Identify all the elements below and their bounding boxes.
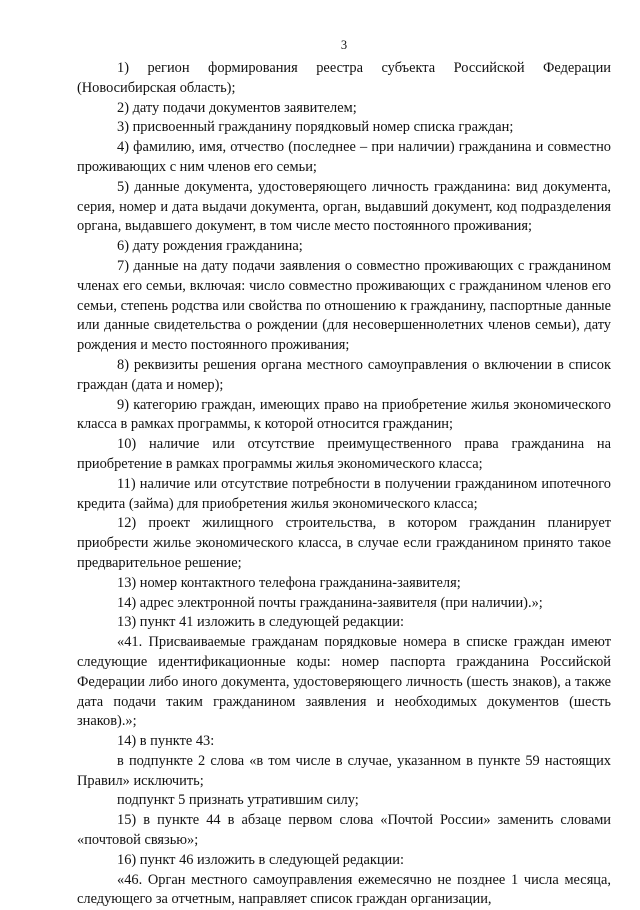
paragraph: 3) присвоенный гражданину порядковый номер списка граждан; — [117, 119, 514, 136]
paragraph: подпункт 5 признать утратившим силу; — [117, 792, 359, 809]
paragraph: 2) дату подачи документов заявителем; — [117, 99, 357, 116]
paragraph: 12) проект жилищного строительства, в котором гражданин планирует приобрести жилье экономического класса, в случае если гражданином принято такое предварительное решение; — [77, 515, 611, 571]
paragraph: 14) адрес электронной почты гражданина-заявителя (при наличии).»; — [117, 594, 543, 611]
paragraph: «41. Присваиваемые гражданам порядковые номера в списке граждан имеют следующие идентификационные коды: номер паспорта гражданина Российской Федерации либо иного документа, удостоверяющего личность (шесть знаков), а также дата подачи таким гражданином заявления и необходимых документов (шесть знаков).»; — [77, 634, 611, 730]
paragraph: 11) наличие или отсутствие потребности в получении гражданином ипотечного кредита (займа) для приобретения жилья экономического класса; — [77, 475, 611, 512]
paragraph: 6) дату рождения гражданина; — [117, 238, 303, 255]
paragraph: в подпункте 2 слова «в том числе в случае, указанном в пункте 59 настоящих Правил» исключить; — [77, 752, 611, 789]
paragraph: 4) фамилию, имя, отчество (последнее – при наличии) гражданина и совместно проживающих с ним членов его семьи; — [77, 139, 611, 175]
paragraph: 7) данные на дату подачи заявления о совместно проживающих с гражданином членах его семьи, включая: число совместно проживающих с гражданином членов его семьи, степень родства или свойства по отношению к гражданину, паспортные данные или данные свидетельства о рождении (для несовершеннолетних членов семьи), дату рождения и место постоянного проживания; — [77, 257, 611, 354]
paragraph: 9) категорию граждан, имеющих право на приобретение жилья экономического класса в рамках программы, к которой относится гражданин; — [77, 396, 611, 433]
paragraph: «46. Орган местного самоуправления ежемесячно не позднее 1 числа месяца, следующего за отчетным, направляет список граждан организации, — [77, 871, 611, 908]
paragraph: 13) номер контактного телефона гражданина-заявителя; — [117, 574, 461, 591]
document-body — [77, 59, 611, 910]
paragraph: 16) пункт 46 изложить в следующей редакции: — [117, 851, 404, 868]
paragraph: 5) данные документа, удостоверяющего личность гражданина: вид документа, серия, номер и дата выдачи документа, орган, выдавший документ, код подразделения органа, выдавшего документ, в том числе место постоянного проживания; — [77, 178, 611, 235]
paragraph: 14) в пункте 43: — [117, 733, 215, 750]
paragraph: 10) наличие или отсутствие преимущественного права гражданина на приобретение в рамках программы жилья экономического класса; — [77, 436, 611, 472]
paragraph: 13) пункт 41 изложить в следующей редакции: — [117, 614, 404, 631]
paragraph: 1) регион формирования реестра субъекта Российской Федерации (Новосибирская область); — [77, 60, 611, 96]
page-number: 3 — [340, 38, 348, 52]
paragraph: 15) в пункте 44 в абзаце первом слова «Почтой России» заменить словами «почтовой связью»; — [77, 812, 611, 849]
paragraph: 8) реквизиты решения органа местного самоуправления о включении в список граждан (дата и номер); — [77, 356, 611, 393]
